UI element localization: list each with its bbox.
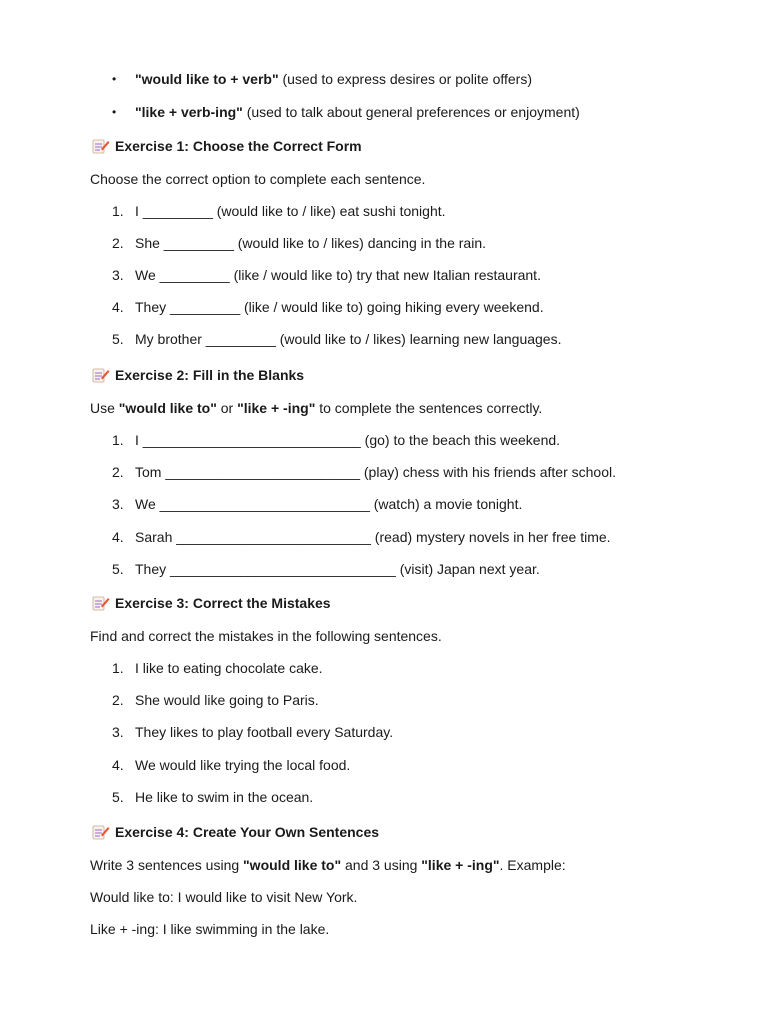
list-item: They _____________________________ (visit) Japan next year.: [135, 561, 540, 577]
bullet-rest: (used to talk about general preferences or enjoyment): [242, 104, 580, 120]
bullet-item: [135, 70, 532, 88]
bullet-bold: "would like to + verb": [135, 71, 279, 87]
exercise-1-heading: [92, 137, 362, 155]
list-item: We ___________________________ (watch) a movie tonight.: [135, 496, 523, 512]
list-number: 5.: [112, 561, 124, 577]
exercise-3-title: Exercise 3: Correct the Mistakes: [115, 595, 331, 611]
list-number: 5.: [112, 331, 124, 347]
example-line: Would like to: I would like to visit New York.: [90, 889, 358, 905]
instruction-bold: "like + -ing": [421, 857, 500, 873]
bullet-icon: •: [112, 105, 117, 119]
exercise-1-instruction: Choose the correct option to complete each sentence.: [90, 171, 426, 187]
exercise-2-heading: [92, 366, 304, 384]
list-number: 3.: [112, 267, 124, 283]
exercise-2-title: Exercise 2: Fill in the Blanks: [115, 367, 305, 383]
exercise-3-heading: [92, 594, 331, 612]
bullet-rest: (used to express desires or polite offers): [278, 71, 533, 87]
list-item: I like to eating chocolate cake.: [135, 660, 323, 676]
list-item: We would like trying the local food.: [135, 757, 351, 773]
instruction-text: Write 3 sentences using: [90, 857, 244, 873]
list-item: She _________ (would like to / likes) dancing in the rain.: [135, 235, 486, 251]
list-item: I ____________________________ (go) to the beach this weekend.: [135, 432, 561, 448]
list-number: 4.: [112, 757, 124, 773]
instruction-text: and 3 using: [341, 857, 422, 873]
bullet-icon: •: [112, 72, 117, 86]
list-item: I _________ (would like to / like) eat sushi tonight.: [135, 203, 446, 219]
list-number: 1.: [112, 660, 124, 676]
list-number: 1.: [112, 203, 124, 219]
example-line: Like + -ing: I like swimming in the lake.: [90, 921, 330, 937]
memo-icon: [92, 367, 110, 383]
exercise-4-instruction: [90, 856, 566, 874]
instruction-text: Use: [90, 400, 119, 416]
list-number: 1.: [112, 432, 124, 448]
list-number: 2.: [112, 464, 124, 480]
exercise-3-instruction: Find and correct the mistakes in the following sentences.: [90, 628, 442, 644]
list-number: 3.: [112, 724, 124, 740]
instruction-text: . Example:: [499, 857, 566, 873]
list-number: 2.: [112, 692, 124, 708]
exercise-4-heading: [92, 823, 379, 841]
list-item: She would like going to Paris.: [135, 692, 319, 708]
instruction-bold: "would like to": [243, 857, 342, 873]
exercise-4-title: Exercise 4: Create Your Own Sentences: [115, 824, 380, 840]
list-item: He like to swim in the ocean.: [135, 789, 314, 805]
list-item: They likes to play football every Saturday.: [135, 724, 394, 740]
list-item: Sarah _________________________ (read) mystery novels in her free time.: [135, 529, 611, 545]
bullet-item: [135, 103, 580, 121]
instruction-text: or: [216, 400, 238, 416]
exercise-1-title: Exercise 1: Choose the Correct Form: [115, 138, 362, 154]
memo-icon: [92, 824, 110, 840]
instruction-bold: "like + -ing": [237, 400, 316, 416]
exercise-2-instruction: [90, 399, 542, 417]
list-item: My brother _________ (would like to / likes) learning new languages.: [135, 331, 562, 347]
instruction-text: to complete the sentences correctly.: [315, 400, 543, 416]
list-item: We _________ (like / would like to) try that new Italian restaurant.: [135, 267, 541, 283]
memo-icon: [92, 595, 110, 611]
memo-icon: [92, 138, 110, 154]
list-number: 4.: [112, 299, 124, 315]
list-item: They _________ (like / would like to) going hiking every weekend.: [135, 299, 544, 315]
list-item: Tom _________________________ (play) chess with his friends after school.: [135, 464, 616, 480]
list-number: 4.: [112, 529, 124, 545]
list-number: 5.: [112, 789, 124, 805]
instruction-bold: "would like to": [118, 400, 217, 416]
bullet-bold: "like + verb-ing": [135, 104, 243, 120]
list-number: 3.: [112, 496, 124, 512]
list-number: 2.: [112, 235, 124, 251]
